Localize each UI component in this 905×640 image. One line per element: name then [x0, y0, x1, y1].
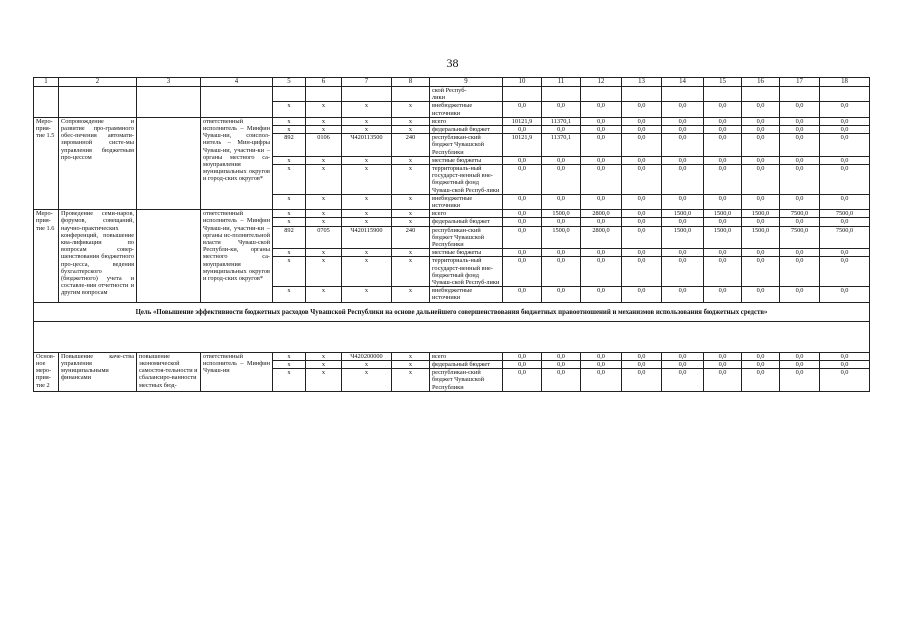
- amount-cell: 1500,0: [662, 210, 704, 218]
- amount-cell: 0,0: [622, 126, 662, 134]
- header-cell: 15: [704, 78, 742, 87]
- amount-cell: 0,0: [820, 352, 870, 360]
- amount-cell: 0,0: [742, 287, 780, 302]
- amount-cell: 1500,0: [662, 226, 704, 249]
- amount-cell: 0,0: [780, 156, 820, 164]
- amount-cell: 0,0: [704, 352, 742, 360]
- amount-cell: 0,0: [780, 369, 820, 392]
- header-cell: 11: [542, 78, 581, 87]
- code-cell: x: [273, 360, 306, 368]
- code-cell: x: [273, 165, 306, 195]
- blank-cell: [780, 87, 820, 102]
- amount-cell: 0,0: [662, 249, 704, 257]
- header-cell: 9: [430, 78, 503, 87]
- amount-cell: 0,0: [542, 126, 581, 134]
- amount-cell: 0,0: [542, 165, 581, 195]
- blank-cell: [201, 87, 273, 118]
- amount-cell: 0,0: [820, 218, 870, 226]
- blank-cell: [342, 87, 392, 102]
- amount-cell: 1500,0: [704, 210, 742, 218]
- amount-cell: 0,0: [581, 156, 622, 164]
- activity-name: Повышение каче-ства управления муниципальными финансами: [59, 352, 137, 391]
- code-cell: x: [342, 369, 392, 392]
- amount-cell: 0,0: [581, 352, 622, 360]
- amount-cell: 0,0: [820, 126, 870, 134]
- amount-cell: 0,0: [581, 126, 622, 134]
- executor-cell: ответственный исполнитель – Минфин Чуваш-ии: [201, 352, 273, 391]
- amount-cell: 0,0: [622, 249, 662, 257]
- amount-cell: 0,0: [622, 369, 662, 392]
- amount-cell: 0,0: [704, 369, 742, 392]
- funding-source: ской Респуб- лики: [430, 87, 503, 102]
- header-cell: 1: [34, 78, 59, 87]
- amount-cell: 0,0: [780, 257, 820, 287]
- funding-source: внебюджетные источники: [430, 287, 503, 302]
- amount-cell: 0,0: [742, 134, 780, 157]
- funding-source: местные бюджеты: [430, 249, 503, 257]
- code-cell: x: [342, 102, 392, 117]
- budget-program-table: [33, 77, 870, 392]
- amount-cell: 0,0: [742, 360, 780, 368]
- amount-cell: 0,0: [704, 287, 742, 302]
- code-cell: x: [342, 165, 392, 195]
- code-cell: x: [342, 287, 392, 302]
- code-cell: x: [342, 210, 392, 218]
- amount-cell: 0,0: [622, 352, 662, 360]
- header-cell: 17: [780, 78, 820, 87]
- code-cell: x: [392, 287, 430, 302]
- blank-cell: [662, 87, 704, 102]
- code-cell: x: [392, 165, 430, 195]
- amount-cell: 0,0: [820, 249, 870, 257]
- blank-cell: [137, 87, 201, 118]
- amount-cell: 0,0: [780, 194, 820, 209]
- code-cell: x: [306, 287, 342, 302]
- code-cell: x: [392, 257, 430, 287]
- amount-cell: 0,0: [581, 102, 622, 117]
- amount-cell: 0,0: [542, 218, 581, 226]
- funding-source: всего: [430, 352, 503, 360]
- code-cell: 0705: [306, 226, 342, 249]
- amount-cell: 1500,0: [542, 210, 581, 218]
- amount-cell: 0,0: [581, 134, 622, 157]
- code-cell: x: [306, 194, 342, 209]
- blank-cell: [622, 87, 662, 102]
- amount-cell: 7500,0: [820, 226, 870, 249]
- amount-cell: 1500,0: [704, 226, 742, 249]
- amount-cell: 0,0: [503, 126, 542, 134]
- amount-cell: 0,0: [742, 369, 780, 392]
- amount-cell: 0,0: [742, 218, 780, 226]
- header-row: [34, 78, 870, 87]
- amount-cell: 0,0: [503, 194, 542, 209]
- code-cell: x: [392, 117, 430, 125]
- amount-cell: 0,0: [581, 369, 622, 392]
- amount-cell: 0,0: [662, 134, 704, 157]
- code-cell: x: [306, 156, 342, 164]
- code-cell: x: [342, 218, 392, 226]
- blank-cell: [581, 87, 622, 102]
- amount-cell: 0,0: [742, 126, 780, 134]
- amount-cell: 0,0: [622, 194, 662, 209]
- amount-cell: 0,0: [662, 165, 704, 195]
- amount-cell: 0,0: [622, 117, 662, 125]
- code-cell: x: [273, 287, 306, 302]
- goal-row: [34, 302, 870, 321]
- amount-cell: 0,0: [704, 218, 742, 226]
- amount-cell: 0,0: [780, 134, 820, 157]
- blank-cell: [306, 87, 342, 102]
- activity-label: Основ- ное меро- прия- тие 2: [34, 352, 59, 391]
- amount-cell: 0,0: [820, 287, 870, 302]
- amount-cell: 0,0: [542, 156, 581, 164]
- gap-row: [34, 321, 870, 352]
- code-cell: x: [273, 126, 306, 134]
- header-cell: 2: [59, 78, 137, 87]
- blank-cell: [392, 87, 430, 102]
- amount-cell: 0,0: [622, 102, 662, 117]
- header-cell: 7: [342, 78, 392, 87]
- amount-cell: 0,0: [662, 126, 704, 134]
- amount-cell: 0,0: [542, 102, 581, 117]
- header-cell: 18: [820, 78, 870, 87]
- code-cell: x: [392, 210, 430, 218]
- header-cell: 14: [662, 78, 704, 87]
- amount-cell: 0,0: [704, 165, 742, 195]
- code-cell: x: [392, 218, 430, 226]
- funding-source: территориаль-ный государст-венный вне-бюджетный фонд Чуваш-ской Респуб-лики: [430, 165, 503, 195]
- activity-name: Сопровождение и развитие про-граммного обес-печения автомати-зированной систе-мы управления бюджетным про-цессом: [59, 117, 137, 209]
- funding-source: республикан-ский бюджет Чувашской Республики: [430, 226, 503, 249]
- code-cell: 240: [392, 134, 430, 157]
- amount-cell: 0,0: [704, 194, 742, 209]
- code-cell: 240: [392, 226, 430, 249]
- amount-cell: 0,0: [820, 134, 870, 157]
- header-cell: 12: [581, 78, 622, 87]
- continuation-row: [34, 87, 870, 102]
- amount-cell: 0,0: [820, 117, 870, 125]
- code-cell: x: [392, 126, 430, 134]
- code-cell: x: [342, 156, 392, 164]
- code-cell: x: [306, 249, 342, 257]
- amount-cell: 0,0: [780, 117, 820, 125]
- amount-cell: 0,0: [662, 194, 704, 209]
- code-cell: x: [306, 102, 342, 117]
- header-cell: 4: [201, 78, 273, 87]
- header-cell: 5: [273, 78, 306, 87]
- activity-label: Меро- прия- тие 1.6: [34, 210, 59, 302]
- amount-cell: 0,0: [503, 257, 542, 287]
- code-cell: x: [273, 194, 306, 209]
- page-number: 38: [446, 56, 459, 70]
- amount-cell: 0,0: [622, 165, 662, 195]
- amount-cell: 0,0: [742, 165, 780, 195]
- code-cell: x: [273, 210, 306, 218]
- blank-cell: [742, 87, 780, 102]
- code-cell: x: [342, 194, 392, 209]
- blank-cell: [704, 87, 742, 102]
- code-cell: x: [306, 369, 342, 392]
- amount-cell: 1500,0: [742, 210, 780, 218]
- amount-cell: 0,0: [581, 218, 622, 226]
- code-cell: x: [306, 360, 342, 368]
- funding-source: местные бюджеты: [430, 156, 503, 164]
- blank-cell: [542, 87, 581, 102]
- code-cell: x: [273, 369, 306, 392]
- amount-cell: 10121,9: [503, 117, 542, 125]
- code-cell: 0106: [306, 134, 342, 157]
- code-cell: x: [306, 257, 342, 287]
- m15-row: [34, 117, 870, 125]
- amount-cell: 0,0: [780, 165, 820, 195]
- code-cell: x: [342, 117, 392, 125]
- amount-cell: 0,0: [542, 194, 581, 209]
- om2-row: [34, 352, 870, 360]
- executor-cell: ответственный исполнитель – Минфин Чуваш-ии, соиспол-нитель – Мин-цифры Чуваш-ии, участни-ки – органы местного са-моуправления муниципальных округов и город-ских округов*: [201, 117, 273, 209]
- amount-cell: 0,0: [503, 102, 542, 117]
- amount-cell: 0,0: [542, 369, 581, 392]
- code-cell: x: [273, 257, 306, 287]
- amount-cell: 7500,0: [780, 226, 820, 249]
- amount-cell: 0,0: [581, 249, 622, 257]
- amount-cell: 0,0: [704, 257, 742, 287]
- amount-cell: 0,0: [503, 156, 542, 164]
- target-indicator: повышение экономической самостоя-тельности и сбалансиро-ванности местных бюд-: [137, 352, 201, 391]
- amount-cell: 0,0: [704, 126, 742, 134]
- amount-cell: 0,0: [704, 117, 742, 125]
- code-cell: x: [392, 249, 430, 257]
- amount-cell: 11370,1: [542, 134, 581, 157]
- header-cell: 13: [622, 78, 662, 87]
- code-cell: x: [392, 360, 430, 368]
- amount-cell: 0,0: [662, 218, 704, 226]
- code-cell: Ч420115900: [342, 226, 392, 249]
- amount-cell: 0,0: [581, 117, 622, 125]
- amount-cell: 0,0: [542, 287, 581, 302]
- header-cell: 10: [503, 78, 542, 87]
- amount-cell: 0,0: [503, 360, 542, 368]
- amount-cell: 11370,1: [542, 117, 581, 125]
- amount-cell: 0,0: [503, 165, 542, 195]
- code-cell: x: [306, 165, 342, 195]
- amount-cell: 0,0: [581, 360, 622, 368]
- code-cell: x: [306, 117, 342, 125]
- header-cell: 3: [137, 78, 201, 87]
- code-cell: x: [342, 126, 392, 134]
- amount-cell: 0,0: [780, 360, 820, 368]
- amount-cell: 0,0: [742, 117, 780, 125]
- amount-cell: 0,0: [662, 156, 704, 164]
- funding-source: внебюджетные источники: [430, 102, 503, 117]
- code-cell: Ч420200000: [342, 352, 392, 360]
- funding-source: всего: [430, 210, 503, 218]
- code-cell: x: [392, 156, 430, 164]
- amount-cell: 0,0: [742, 352, 780, 360]
- code-cell: x: [273, 156, 306, 164]
- code-cell: x: [273, 102, 306, 117]
- code-cell: x: [273, 352, 306, 360]
- amount-cell: 0,0: [622, 257, 662, 287]
- amount-cell: 0,0: [622, 360, 662, 368]
- amount-cell: 0,0: [662, 102, 704, 117]
- header-cell: 8: [392, 78, 430, 87]
- amount-cell: 0,0: [503, 210, 542, 218]
- amount-cell: 0,0: [742, 156, 780, 164]
- blank-cell: [59, 87, 137, 118]
- amount-cell: 0,0: [820, 369, 870, 392]
- goal-title: Цель «Повышение эффективности бюджетных расходов Чувашской Республики на основе дальнейшего совершенствования бюджетных правоотношений и механизмов использования бюджетных средств»: [34, 302, 870, 321]
- amount-cell: 0,0: [662, 287, 704, 302]
- amount-cell: 0,0: [581, 165, 622, 195]
- funding-source: федеральный бюджет: [430, 218, 503, 226]
- amount-cell: 1500,0: [542, 226, 581, 249]
- amount-cell: 0,0: [503, 287, 542, 302]
- amount-cell: 0,0: [542, 352, 581, 360]
- amount-cell: 7500,0: [780, 210, 820, 218]
- m16-row: [34, 210, 870, 218]
- amount-cell: 0,0: [503, 352, 542, 360]
- amount-cell: 0,0: [780, 126, 820, 134]
- amount-cell: 0,0: [780, 249, 820, 257]
- amount-cell: 0,0: [780, 218, 820, 226]
- code-cell: x: [306, 126, 342, 134]
- code-cell: x: [306, 218, 342, 226]
- amount-cell: 0,0: [581, 194, 622, 209]
- funding-source: всего: [430, 117, 503, 125]
- amount-cell: 0,0: [742, 102, 780, 117]
- amount-cell: 0,0: [503, 369, 542, 392]
- amount-cell: 0,0: [742, 257, 780, 287]
- amount-cell: 0,0: [742, 194, 780, 209]
- amount-cell: 0,0: [662, 257, 704, 287]
- funding-source: внебюджетные источники: [430, 194, 503, 209]
- amount-cell: 2800,0: [581, 226, 622, 249]
- amount-cell: 0,0: [780, 352, 820, 360]
- amount-cell: 0,0: [503, 218, 542, 226]
- funding-source: федеральный бюджет: [430, 126, 503, 134]
- amount-cell: 2800,0: [581, 210, 622, 218]
- amount-cell: 0,0: [622, 156, 662, 164]
- amount-cell: 0,0: [622, 134, 662, 157]
- amount-cell: 0,0: [503, 226, 542, 249]
- amount-cell: 0,0: [820, 360, 870, 368]
- amount-cell: 0,0: [820, 257, 870, 287]
- amount-cell: 0,0: [704, 360, 742, 368]
- code-cell: x: [273, 218, 306, 226]
- amount-cell: 0,0: [820, 194, 870, 209]
- funding-source: республикан-ский бюджет Чувашской Республики: [430, 369, 503, 392]
- code-cell: x: [273, 117, 306, 125]
- header-cell: 16: [742, 78, 780, 87]
- amount-cell: 0,0: [622, 210, 662, 218]
- amount-cell: 0,0: [742, 249, 780, 257]
- code-cell: x: [306, 210, 342, 218]
- amount-cell: 0,0: [622, 218, 662, 226]
- executor-cell: ответственный исполнитель – Минфин Чуваш-ии, участни-ки – органы ис-полнительной власти Чуваш-ской Республи-ки, органы местного са-моуправления муниципальных округов и город-ских округов*: [201, 210, 273, 302]
- blank-cell: [273, 87, 306, 102]
- amount-cell: 0,0: [704, 249, 742, 257]
- header-cell: 6: [306, 78, 342, 87]
- code-cell: x: [273, 249, 306, 257]
- amount-cell: 0,0: [820, 156, 870, 164]
- amount-cell: 0,0: [581, 287, 622, 302]
- activity-name: Проведение семи-наров, форумов, совещаний, научно-практических конференций, повышение ква-лификации по вопросам совер-шенствования бюджетного про-цесса, ведения бухгалтерского (бюджетного) учета и составле-ния отчетности и другим вопросам: [59, 210, 137, 302]
- amount-cell: 0,0: [704, 156, 742, 164]
- amount-cell: 7500,0: [820, 210, 870, 218]
- funding-source: территориаль-ный государст-венный вне-бюджетный фонд Чуваш-ской Респуб-лики: [430, 257, 503, 287]
- code-cell: x: [392, 194, 430, 209]
- amount-cell: 0,0: [581, 257, 622, 287]
- code-cell: Ч420113500: [342, 134, 392, 157]
- code-cell: x: [342, 249, 392, 257]
- blank-cell: [137, 117, 201, 209]
- code-cell: x: [342, 257, 392, 287]
- amount-cell: 0,0: [662, 360, 704, 368]
- amount-cell: 0,0: [820, 102, 870, 117]
- amount-cell: 0,0: [704, 102, 742, 117]
- amount-cell: 0,0: [542, 257, 581, 287]
- blank-cell: [34, 87, 59, 118]
- amount-cell: 0,0: [622, 287, 662, 302]
- activity-label: Меро- прия- тие 1.5: [34, 117, 59, 209]
- amount-cell: 0,0: [662, 369, 704, 392]
- amount-cell: 0,0: [503, 249, 542, 257]
- amount-cell: 0,0: [662, 352, 704, 360]
- blank-cell: [137, 210, 201, 302]
- code-cell: x: [306, 352, 342, 360]
- blank-cell: [503, 87, 542, 102]
- blank-cell: [820, 87, 870, 102]
- code-cell: x: [392, 102, 430, 117]
- funding-source: республикан-ский бюджет Чувашской Республики: [430, 134, 503, 157]
- amount-cell: 10121,9: [503, 134, 542, 157]
- amount-cell: 0,0: [704, 134, 742, 157]
- funding-source: федеральный бюджет: [430, 360, 503, 368]
- code-cell: x: [392, 352, 430, 360]
- amount-cell: 0,0: [662, 117, 704, 125]
- amount-cell: 0,0: [542, 360, 581, 368]
- code-cell: 892: [273, 226, 306, 249]
- code-cell: 892: [273, 134, 306, 157]
- amount-cell: 0,0: [780, 102, 820, 117]
- amount-cell: 0,0: [542, 249, 581, 257]
- code-cell: x: [342, 360, 392, 368]
- blank-cell: [34, 321, 870, 352]
- amount-cell: 0,0: [820, 165, 870, 195]
- code-cell: x: [392, 369, 430, 392]
- amount-cell: 1500,0: [742, 226, 780, 249]
- amount-cell: 0,0: [780, 287, 820, 302]
- amount-cell: 0,0: [622, 226, 662, 249]
